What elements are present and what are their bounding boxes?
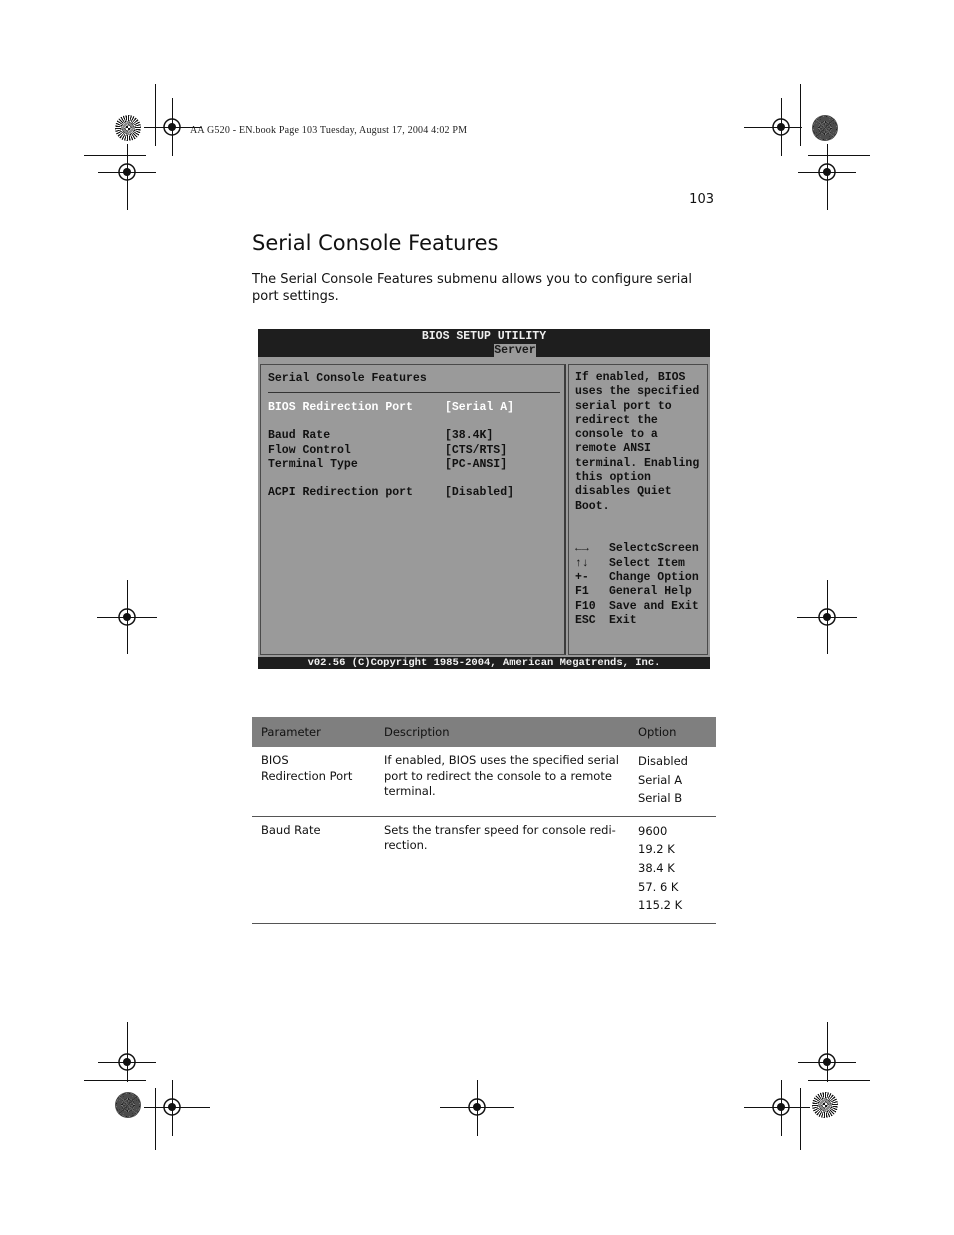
bios-row-label: Flow Control bbox=[268, 444, 351, 457]
bios-key: F1 bbox=[575, 585, 589, 598]
option-cell bbox=[629, 816, 716, 923]
bios-section-title: Serial Console Features bbox=[268, 372, 427, 385]
option-value: Serial B bbox=[638, 791, 683, 806]
bios-key: +- bbox=[575, 571, 589, 584]
bios-key-action: Save and Exit bbox=[609, 600, 699, 613]
registration-mark-icon bbox=[114, 604, 140, 630]
bios-copyright-bar: v02.56 (C)Copyright 1985-2004, American Megatrends, Inc. bbox=[258, 657, 710, 669]
registration-mark-icon bbox=[159, 114, 185, 140]
parameter-cell: Baud Rate bbox=[252, 816, 375, 923]
starburst-mark-icon bbox=[812, 1092, 838, 1118]
registration-mark-icon bbox=[159, 1094, 185, 1120]
bios-title-bar bbox=[258, 329, 710, 357]
bios-row-baud-rate bbox=[268, 429, 564, 443]
bios-key-action: General Help bbox=[609, 585, 692, 598]
bios-screenshot bbox=[258, 329, 710, 669]
starburst-mark-icon bbox=[115, 1092, 141, 1118]
bios-row-label: BIOS Redirection Port bbox=[268, 401, 413, 414]
bios-row-value: [Disabled] bbox=[445, 486, 515, 499]
registration-mark-icon bbox=[768, 1094, 794, 1120]
registration-mark-icon bbox=[768, 114, 794, 140]
bios-help-text: If enabled, BIOS uses the specified serial port to redirect the console to a remote ANSI terminal. Enabling this option disables Quiet Boot. bbox=[575, 371, 700, 513]
bios-settings-panel bbox=[260, 364, 566, 655]
bios-key-action: Exit bbox=[609, 614, 637, 627]
registration-mark-icon bbox=[814, 604, 840, 630]
registration-mark-icon bbox=[114, 159, 140, 185]
bios-key-action: Select Item bbox=[609, 557, 685, 570]
registration-mark-icon bbox=[114, 1049, 140, 1075]
description-cell: Sets the transfer speed for console redi-rection. bbox=[375, 816, 629, 923]
bios-tab-server: Server bbox=[494, 344, 536, 357]
bios-row-terminal-type bbox=[268, 458, 564, 472]
table-row bbox=[252, 816, 716, 923]
book-header-line: AA G520 - EN.book Page 103 Tuesday, August 17, 2004 4:02 PM bbox=[190, 125, 468, 136]
bios-row-acpi-redirection bbox=[268, 486, 564, 500]
column-header-option: Option bbox=[629, 717, 716, 747]
bios-key-action: Change Option bbox=[609, 571, 699, 584]
intro-paragraph: The Serial Console Features submenu allows you to configure serial port settings. bbox=[252, 272, 692, 304]
bios-row-value: [PC-ANSI] bbox=[445, 458, 508, 471]
bios-title: BIOS SETUP UTILITY bbox=[421, 330, 547, 343]
option-value: Serial A bbox=[638, 772, 683, 787]
bios-row-value: [CTS/RTS] bbox=[445, 444, 508, 457]
bios-row-flow-control bbox=[268, 444, 564, 458]
option-value: 9600 bbox=[638, 823, 668, 838]
bios-row-label: ACPI Redirection port bbox=[268, 486, 413, 499]
option-value: 19.2 K bbox=[638, 842, 675, 857]
description-cell: If enabled, BIOS uses the specified serial port to redirect the console to a remote terminal. bbox=[375, 747, 629, 816]
option-value: 115.2 K bbox=[638, 898, 683, 913]
bios-divider bbox=[268, 392, 560, 393]
bios-help-panel bbox=[568, 364, 708, 655]
page-number: 103 bbox=[689, 192, 714, 207]
page-title: Serial Console Features bbox=[252, 231, 499, 255]
parameter-cell: BIOS Redirection Port bbox=[252, 747, 375, 816]
bios-row-label: Baud Rate bbox=[268, 429, 331, 442]
bios-row-value: [38.4K] bbox=[445, 429, 494, 442]
option-cell bbox=[629, 747, 716, 816]
column-header-parameter: Parameter bbox=[252, 717, 375, 747]
parameter-table bbox=[252, 717, 716, 924]
option-value: Disabled bbox=[638, 754, 688, 768]
starburst-mark-icon bbox=[115, 115, 141, 141]
bios-key: ↑↓ bbox=[575, 557, 589, 570]
bios-row-label: Terminal Type bbox=[268, 458, 358, 471]
column-header-description: Description bbox=[375, 717, 629, 747]
registration-mark-icon bbox=[814, 1049, 840, 1075]
bios-key-action: SelectcScreen bbox=[609, 542, 699, 555]
registration-mark-icon bbox=[464, 1094, 490, 1120]
registration-mark-icon bbox=[814, 159, 840, 185]
table-row bbox=[252, 747, 716, 816]
option-value: 57. 6 K bbox=[638, 879, 679, 894]
bios-key: F10 bbox=[575, 600, 596, 613]
bios-row-value: [Serial A] bbox=[445, 401, 515, 414]
bios-key: ESC bbox=[575, 614, 596, 627]
option-value: 38.4 K bbox=[638, 860, 675, 875]
starburst-mark-icon bbox=[812, 115, 838, 141]
bios-row-redirection-port bbox=[268, 401, 564, 415]
bios-key: ←→ bbox=[575, 542, 589, 555]
table-header-row bbox=[252, 717, 716, 747]
